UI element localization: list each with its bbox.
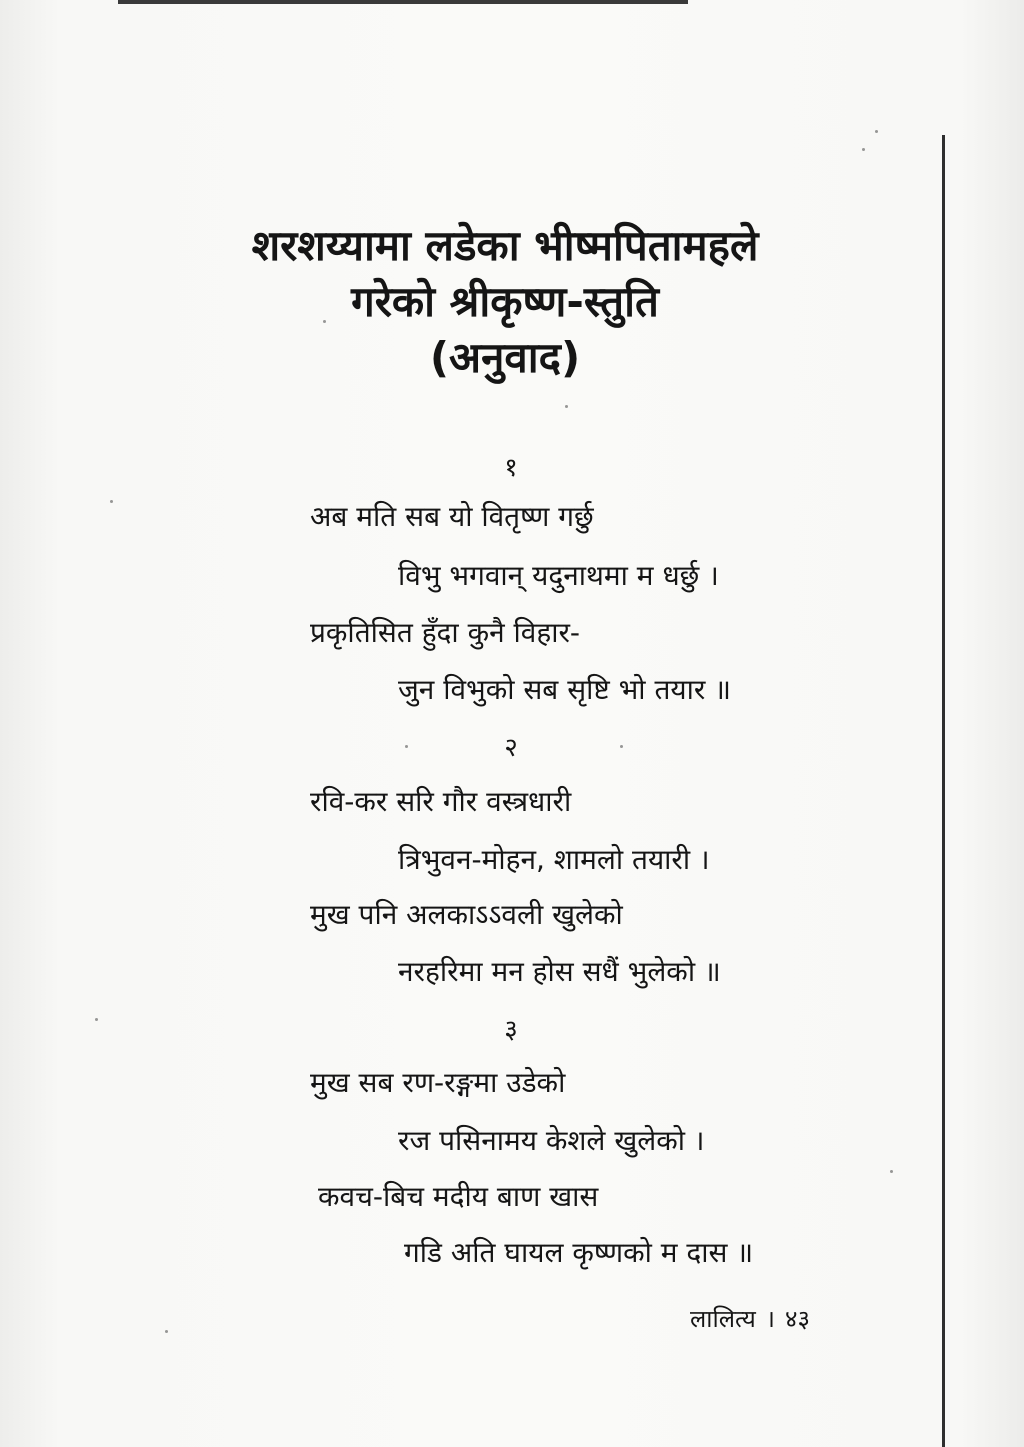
scan-speck xyxy=(165,1330,168,1333)
verse-line: प्रकृतिसित हुँदा कुनै विहार- xyxy=(310,616,581,649)
stanza-number: २ xyxy=(504,733,518,763)
scan-speck xyxy=(95,1018,98,1021)
top-edge-rule xyxy=(118,0,688,4)
title-line-3: (अनुवाद) xyxy=(429,333,581,382)
stanza-number: ३ xyxy=(504,1015,518,1045)
verse-line: त्रिभुवन-मोहन, शामलो तयारी । xyxy=(398,843,710,876)
scan-speck xyxy=(875,130,878,133)
verse-line: जुन विभुको सब सृष्टि भो तयार ॥ xyxy=(398,673,732,706)
page-right-edge xyxy=(942,135,945,1447)
title-line-2: गरेको श्रीकृष्ण-स्तुति xyxy=(351,277,659,326)
book-title: लालित्य xyxy=(690,1305,756,1333)
verse-line: विभु भगवान् यदुनाथमा म धर्छु । xyxy=(398,559,719,592)
verse-line: मुख सब रण-रङ्गमा उडेको xyxy=(310,1066,566,1099)
poem-title xyxy=(180,218,830,386)
page-footer xyxy=(690,1302,810,1335)
verse-line: नरहरिमा मन होस सधैं भुलेको ॥ xyxy=(398,955,721,988)
verse-line: कवच-बिच मदीय बाण खास xyxy=(318,1180,599,1213)
verse-line: मुख पनि अलकाऽऽवली खुलेको xyxy=(310,898,623,931)
scan-speck xyxy=(890,1170,893,1173)
scan-speck xyxy=(862,148,865,151)
verse-line: रज पसिनामय केशले खुलेको । xyxy=(398,1124,705,1157)
page-number: ४३ xyxy=(784,1305,810,1333)
scan-speck xyxy=(110,500,113,503)
verse-line: गडि अति घायल कृष्णको म दास ॥ xyxy=(404,1236,754,1269)
title-line-1: शरशय्यामा लडेका भीष्मपितामहले xyxy=(251,221,759,270)
verse-line: रवि-कर सरि गौर वस्त्रधारी xyxy=(310,785,572,818)
stanza-number: १ xyxy=(504,453,518,483)
scan-speck xyxy=(405,745,408,748)
scan-speck xyxy=(565,405,568,408)
verse-line: अब मति सब यो वितृष्ण गर्छु xyxy=(310,500,594,533)
scan-speck xyxy=(620,745,623,748)
footer-separator: । xyxy=(765,1305,775,1333)
